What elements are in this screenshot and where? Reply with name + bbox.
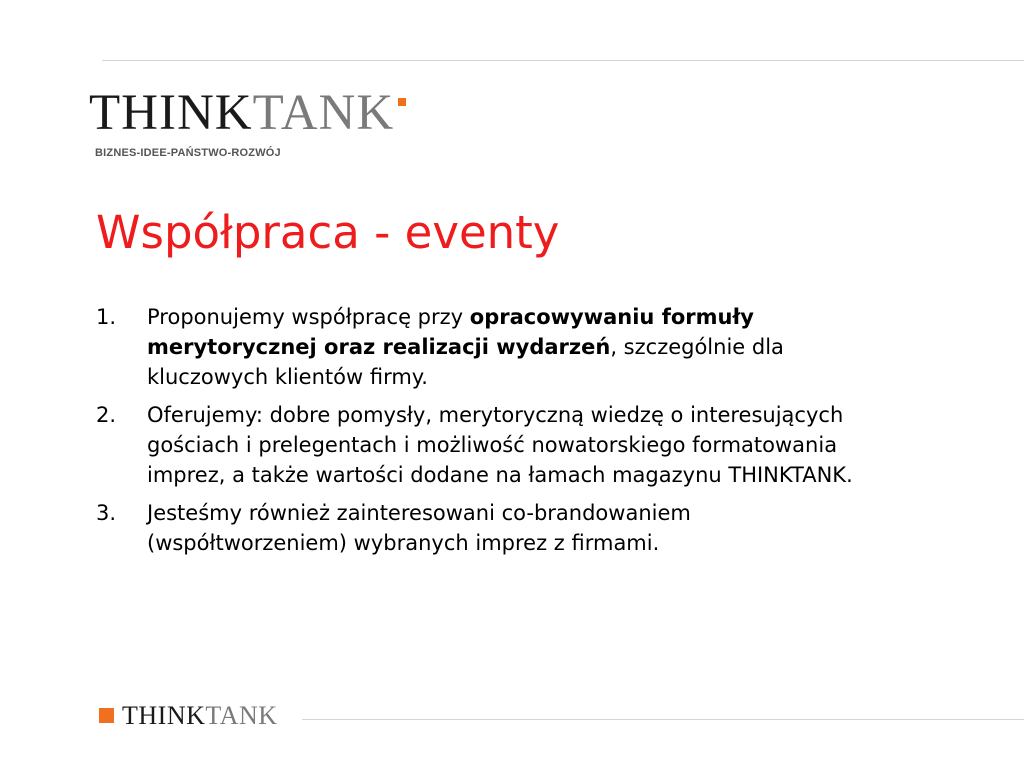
list-item-number: 1.	[96, 305, 117, 329]
list-item	[96, 400, 886, 490]
logo-think: THINK	[89, 85, 253, 141]
list-item	[96, 498, 886, 558]
footer-square-icon	[99, 708, 114, 723]
bottom-divider	[302, 719, 1024, 720]
list-item-text: Proponujemy współpracę przy opracowywaniu formuły merytorycznej oraz realizacji wydarzeń, szczególnie dla kluczowych klientów firmy.	[147, 305, 784, 389]
slide-title: Współpraca - eventy	[96, 206, 560, 259]
list-item-bold: opracowywaniu formuły merytorycznej oraz realizacji wydarzeń	[147, 305, 754, 359]
top-divider	[102, 60, 1024, 61]
content-list	[96, 302, 886, 566]
logo-accent-square-icon	[398, 98, 406, 106]
footer-logo-think: THINK	[122, 701, 206, 730]
thinktank-logo	[89, 85, 395, 141]
logo-tank: TANK	[252, 85, 395, 141]
list-item-text: Jesteśmy również zainteresowani co-brandowaniem (współtworzeniem) wybranych imprez z firmami.	[147, 501, 691, 555]
footer-logo	[122, 703, 278, 729]
logo-tagline: BIZNES-IDEE-PAŃSTWO-ROZWÓJ	[95, 147, 281, 159]
list-item-text: Oferujemy: dobre pomysły, merytoryczną wiedzę o interesujących gościach i prelegentach i możliwość nowatorskiego formatowania imprez, a także wartości dodane na łamach magazynu THINKTANK.	[147, 403, 853, 487]
list-item-number: 3.	[96, 501, 117, 525]
list-item-number: 2.	[96, 403, 117, 427]
footer-logo-tank: TANK	[205, 701, 278, 730]
list-item	[96, 302, 886, 392]
